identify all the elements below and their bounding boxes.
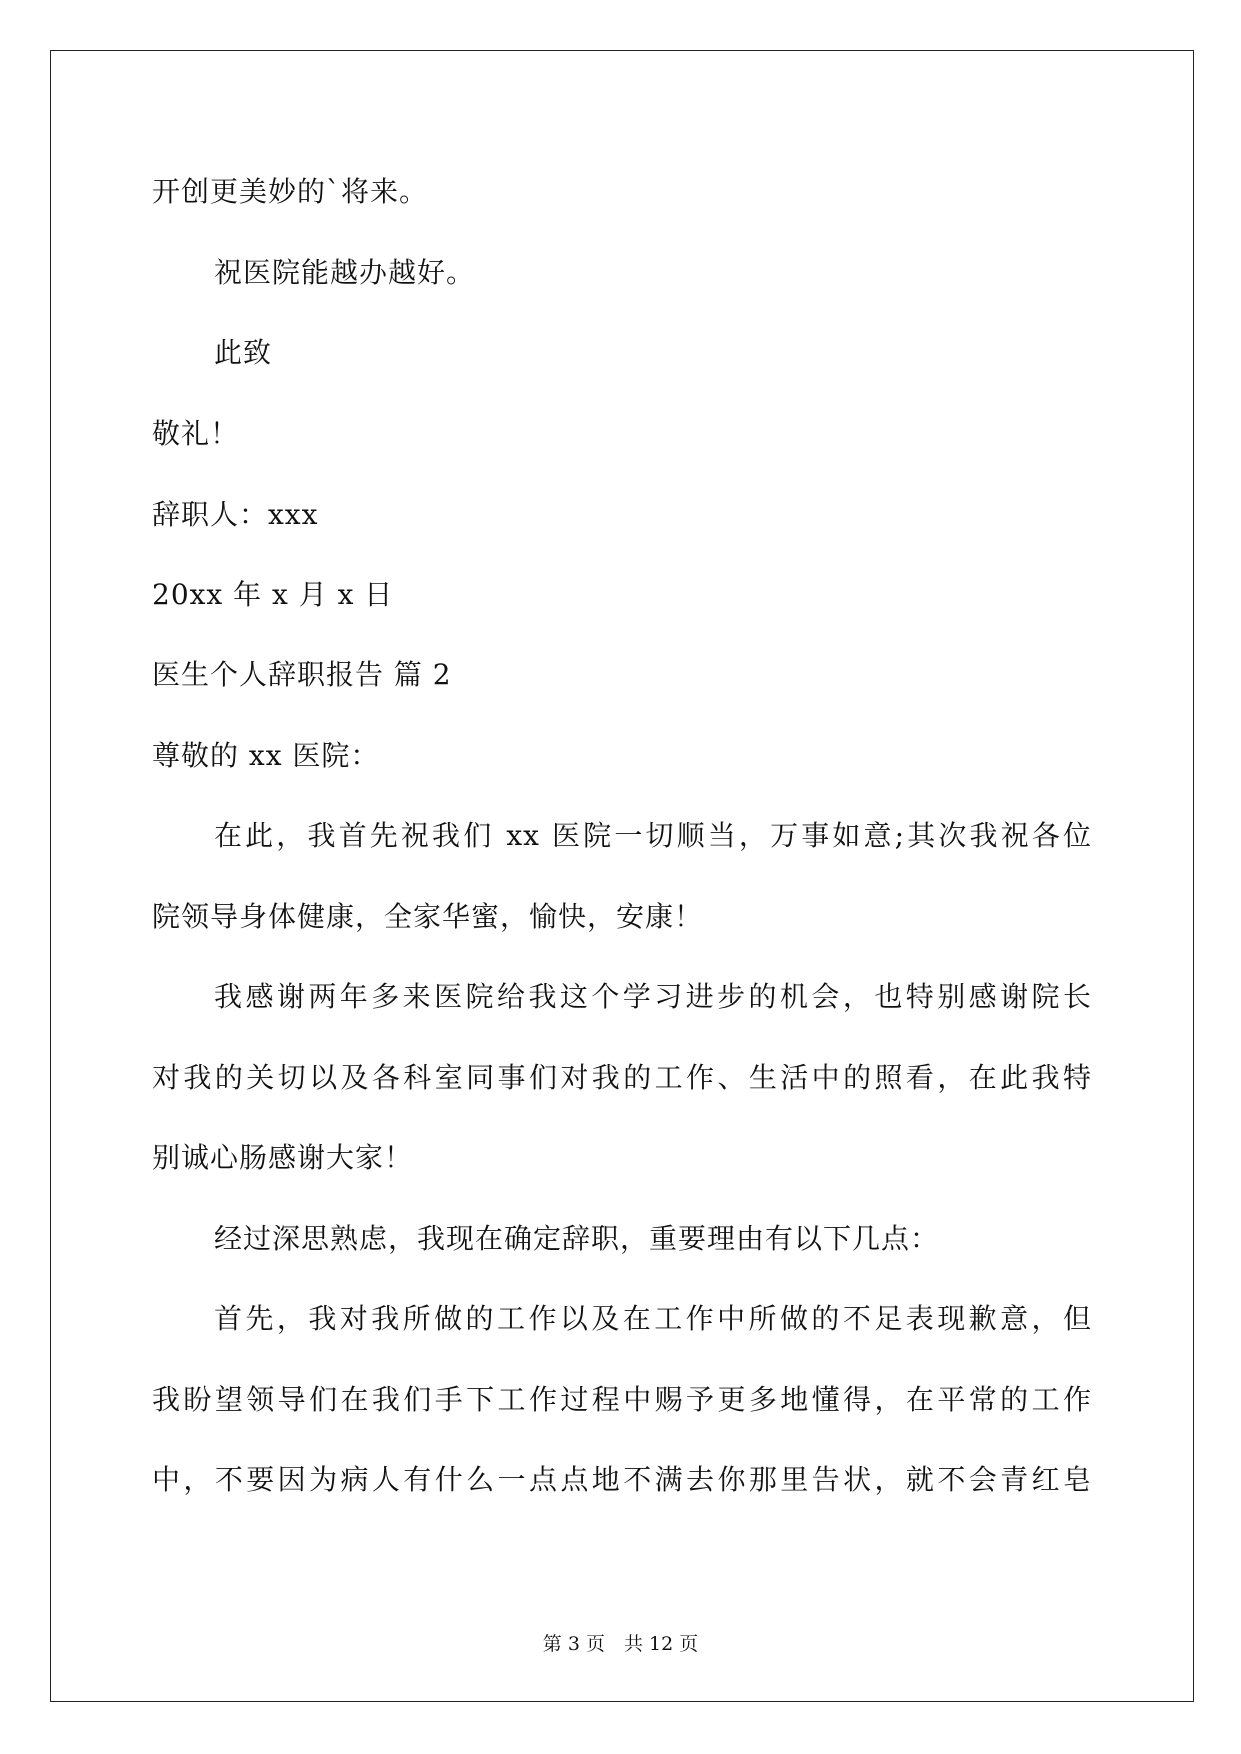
paragraph-line: 我感谢两年多来医院给我这个学习进步的机会，也特别感谢院长: [214, 980, 1092, 1013]
paragraph-line: 我盼望领导们在我们手下工作过程中赐予更多地懂得，在平常的工作: [152, 1383, 1092, 1416]
text-line-wish: 祝医院能越办越好。: [214, 256, 476, 289]
text-line-closing: 开创更美妙的`将来。: [152, 175, 429, 208]
paragraph-line: 对我的关切以及各科室同事们对我的工作、生活中的照看，在此我特: [152, 1061, 1092, 1094]
section-title: 医生个人辞职报告 篇 2: [152, 658, 452, 691]
paragraph-line: 中，不要因为病人有什么一点点地不满去你那里告状，就不会青红皂: [152, 1463, 1092, 1496]
page-border: [50, 50, 1194, 1702]
paragraph-line: 院领导身体健康，全家华蜜，愉快，安康！: [152, 900, 704, 933]
text-line-regards: 敬礼！: [152, 417, 240, 450]
text-line-signer: 辞职人：xxx: [152, 498, 319, 531]
paragraph-line: 别诚心肠感谢大家！: [152, 1141, 414, 1174]
text-line-date: 20xx 年 x 月 x 日: [152, 578, 394, 611]
page-number: 第 3 页 共 12 页: [542, 1633, 699, 1655]
paragraph-line: 首先，我对我所做的工作以及在工作中所做的不足表现歉意，但: [214, 1302, 1092, 1335]
paragraph-line: 在此，我首先祝我们 xx 医院一切顺当，万事如意;其次我祝各位: [214, 819, 1092, 852]
text-line-addressee: 尊敬的 xx 医院：: [152, 739, 380, 772]
text-line-salutation: 此致: [214, 336, 273, 369]
paragraph-line: 经过深思熟虑，我现在确定辞职，重要理由有以下几点：: [214, 1222, 940, 1255]
